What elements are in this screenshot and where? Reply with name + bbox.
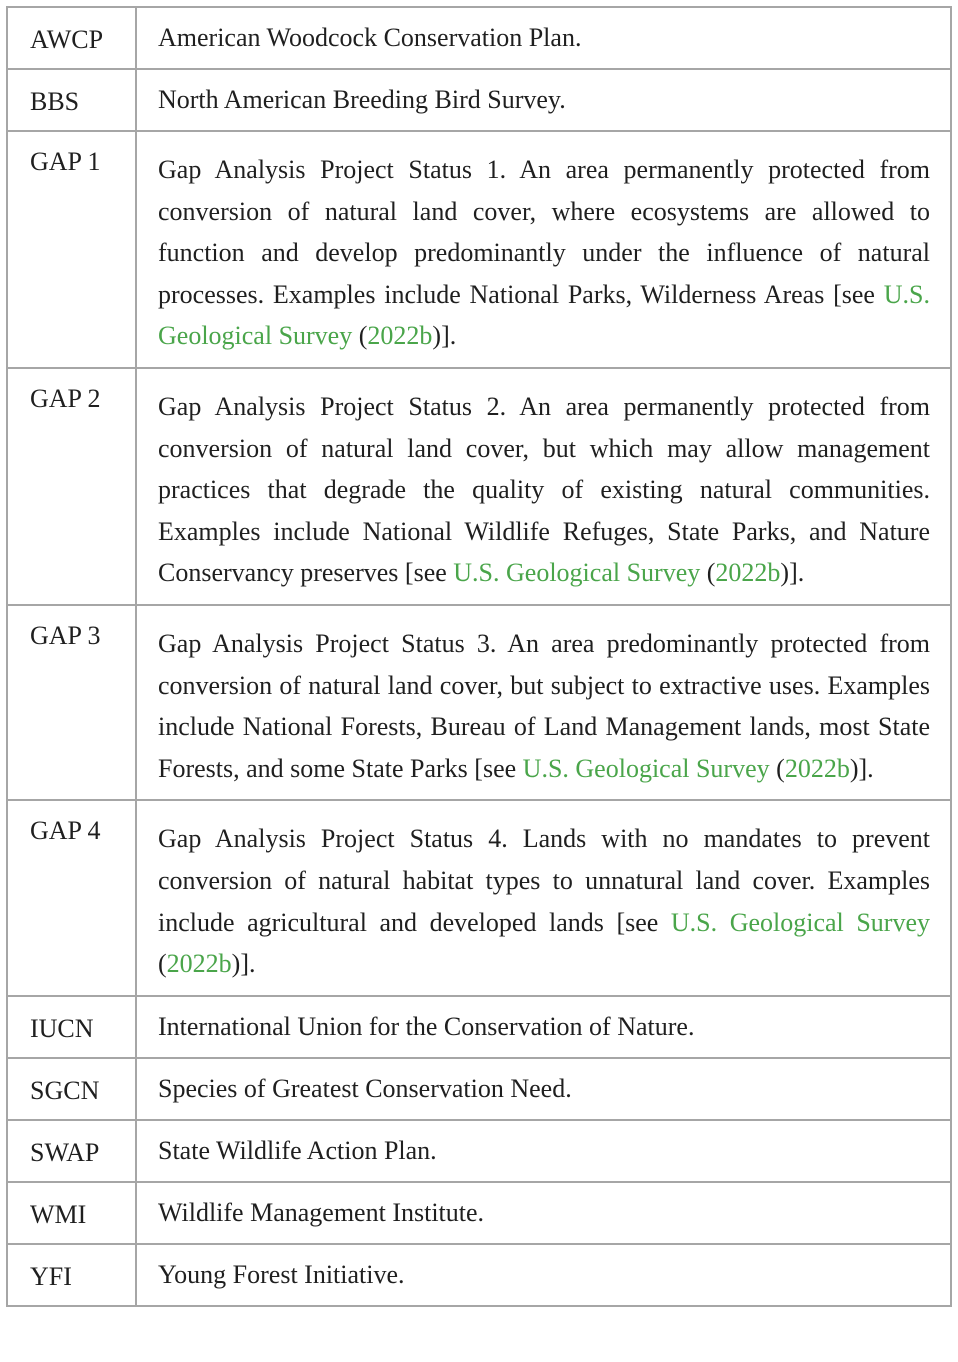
reference-year-link[interactable]: 2022b xyxy=(166,949,232,979)
definition-text: Gap Analysis Project Status 4. Lands with no mandates to prevent conversion of natural habitat types to unnatural land cover. Examples include agricultural and developed lands [see xyxy=(158,824,930,937)
abbreviation-definition: Wildlife Management Institute. xyxy=(136,1182,951,1244)
reference-open: ( xyxy=(352,321,368,351)
reference-close: )]. xyxy=(780,558,805,588)
table-row xyxy=(7,368,951,605)
abbreviation-definition: Species of Greatest Conservation Need. xyxy=(136,1058,951,1120)
abbreviation-term: GAP 4 xyxy=(7,800,136,995)
abbreviation-definition xyxy=(136,605,951,800)
table-row xyxy=(7,131,951,368)
abbreviation-definition: International Union for the Conservation of Nature. xyxy=(136,996,951,1058)
definition-text: Gap Analysis Project Status 1. An area permanently protected from conversion of natural land cover, where ecosystems are allowed to function and develop predominantly under the influence of natural processes. Examples include National Parks, Wilderness Areas [see xyxy=(158,155,930,309)
reference-year-link[interactable]: 2022b xyxy=(784,753,850,783)
abbreviation-term: GAP 2 xyxy=(7,368,136,605)
reference-link[interactable]: U.S. Geological Survey xyxy=(158,279,930,351)
abbreviation-definition xyxy=(136,131,951,368)
abbreviation-definition: Young Forest Initiative. xyxy=(136,1244,951,1306)
table-row xyxy=(7,1058,951,1120)
reference-link[interactable]: U.S. Geological Survey xyxy=(670,907,930,937)
abbreviations-table xyxy=(6,6,952,1307)
abbreviation-definition: State Wildlife Action Plan. xyxy=(136,1120,951,1182)
reference-open: ( xyxy=(158,949,167,979)
abbreviation-term: BBS xyxy=(7,69,136,131)
abbreviation-term: IUCN xyxy=(7,996,136,1058)
reference-link[interactable]: U.S. Geological Survey xyxy=(453,558,701,588)
reference-link[interactable]: U.S. Geological Survey xyxy=(522,753,770,783)
reference-close: )]. xyxy=(432,321,457,351)
reference-close: )]. xyxy=(849,753,874,783)
table-row xyxy=(7,1120,951,1182)
table-row xyxy=(7,800,951,995)
table-row xyxy=(7,996,951,1058)
reference-year-link[interactable]: 2022b xyxy=(715,558,781,588)
abbreviation-term: AWCP xyxy=(7,7,136,69)
reference-open: ( xyxy=(769,753,785,783)
abbreviation-term: WMI xyxy=(7,1182,136,1244)
abbreviation-definition xyxy=(136,800,951,995)
abbreviation-term: YFI xyxy=(7,1244,136,1306)
abbreviation-definition xyxy=(136,368,951,605)
abbreviation-definition: American Woodcock Conservation Plan. xyxy=(136,7,951,69)
abbreviation-term: SGCN xyxy=(7,1058,136,1120)
table-row xyxy=(7,605,951,800)
definition-text: Gap Analysis Project Status 2. An area permanently protected from conversion of natural land cover, but which may allow management practices that degrade the quality of existing natural communities. Examples include National Wildlife Refuges, State Parks, and Nature Conservancy preserves [see xyxy=(158,391,930,588)
table-row xyxy=(7,1182,951,1244)
reference-year-link[interactable]: 2022b xyxy=(367,321,433,351)
abbreviation-term: SWAP xyxy=(7,1120,136,1182)
table-row xyxy=(7,1244,951,1306)
abbreviation-term: GAP 1 xyxy=(7,131,136,368)
table-row xyxy=(7,69,951,131)
definition-text: Gap Analysis Project Status 3. An area predominantly protected from conversion of natural land cover, but subject to extractive uses. Examples include National Forests, Bureau of Land Management lands, most State Forests, and some State Parks [see xyxy=(158,628,930,783)
table-row xyxy=(7,7,951,69)
reference-open: ( xyxy=(700,558,716,588)
abbreviation-definition: North American Breeding Bird Survey. xyxy=(136,69,951,131)
abbreviation-term: GAP 3 xyxy=(7,605,136,800)
reference-close: )]. xyxy=(231,949,256,979)
